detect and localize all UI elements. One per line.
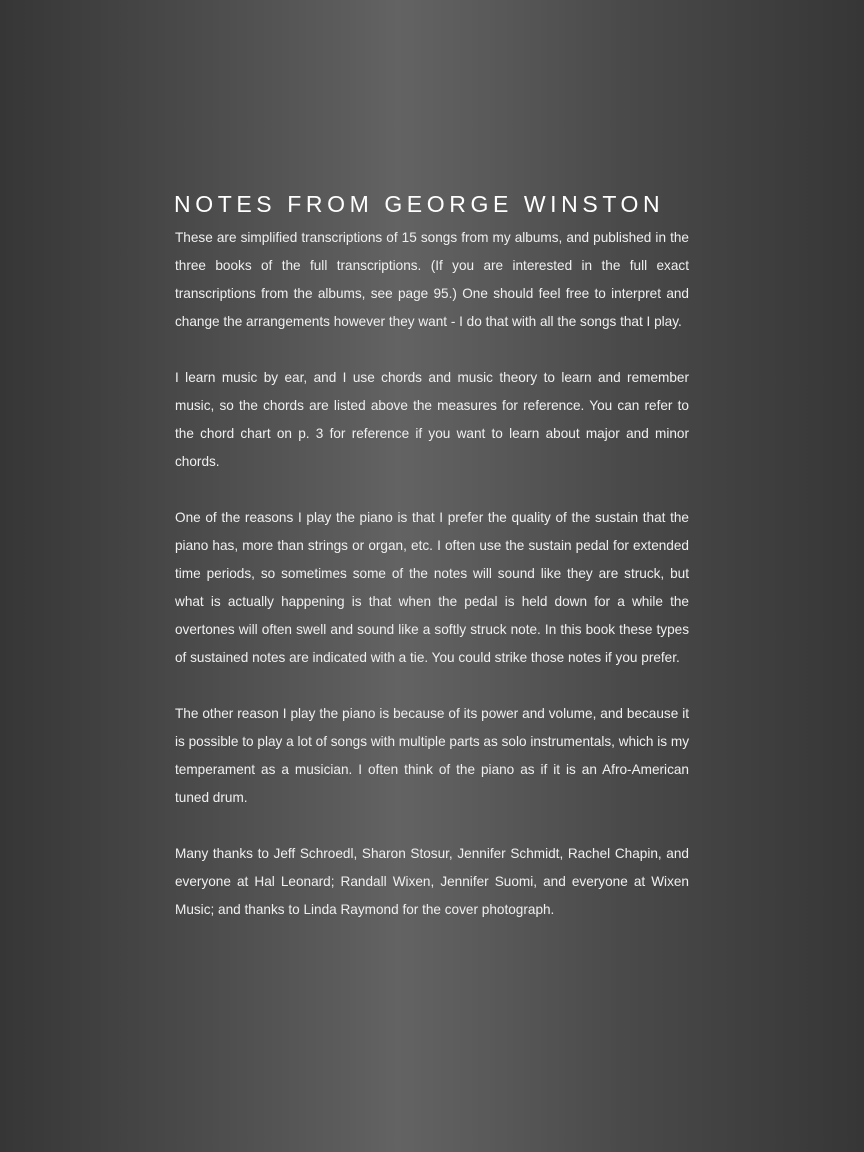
page-title: NOTES FROM GEORGE WINSTON bbox=[174, 191, 665, 217]
paragraph-sustain: One of the reasons I play the piano is that I prefer the quality of the sustain that the piano has, more than strings or organ, etc. I often use the sustain pedal for extended time periods, so sometimes some of the notes will sound like they are struck, but what is actually happening is that when the pedal is held down for a while the overtones will often swell and sound like a softly struck note. In this book these types of sustained notes are indicated with a tie. You could strike those notes if you prefer. bbox=[175, 510, 689, 665]
paragraph-chords: I learn music by ear, and I use chords and music theory to learn and remember music, so the chords are listed above the measures for reference. You can refer to the chord chart on p. 3 for reference if you want to learn about major and minor chords. bbox=[175, 370, 689, 469]
notes-body bbox=[175, 224, 689, 952]
paragraph-intro: These are simplified transcriptions of 15 songs from my albums, and published in the three books of the full transcriptions. (If you are interested in the full exact transcriptions from the albums, see page 95.) One should feel free to interpret and change the arrangements however they want - I do that with all the songs that I play. bbox=[175, 230, 689, 329]
paragraph-power: The other reason I play the piano is because of its power and volume, and because it is possible to play a lot of songs with multiple parts as solo instrumentals, which is my temperament as a musician. I often think of the piano as if it is an Afro-American tuned drum. bbox=[175, 706, 689, 805]
paragraph-thanks: Many thanks to Jeff Schroedl, Sharon Stosur, Jennifer Schmidt, Rachel Chapin, and everyone at Hal Leonard; Randall Wixen, Jennifer Suomi, and everyone at Wixen Music; and thanks to Linda Raymond for the cover photograph. bbox=[175, 846, 689, 917]
